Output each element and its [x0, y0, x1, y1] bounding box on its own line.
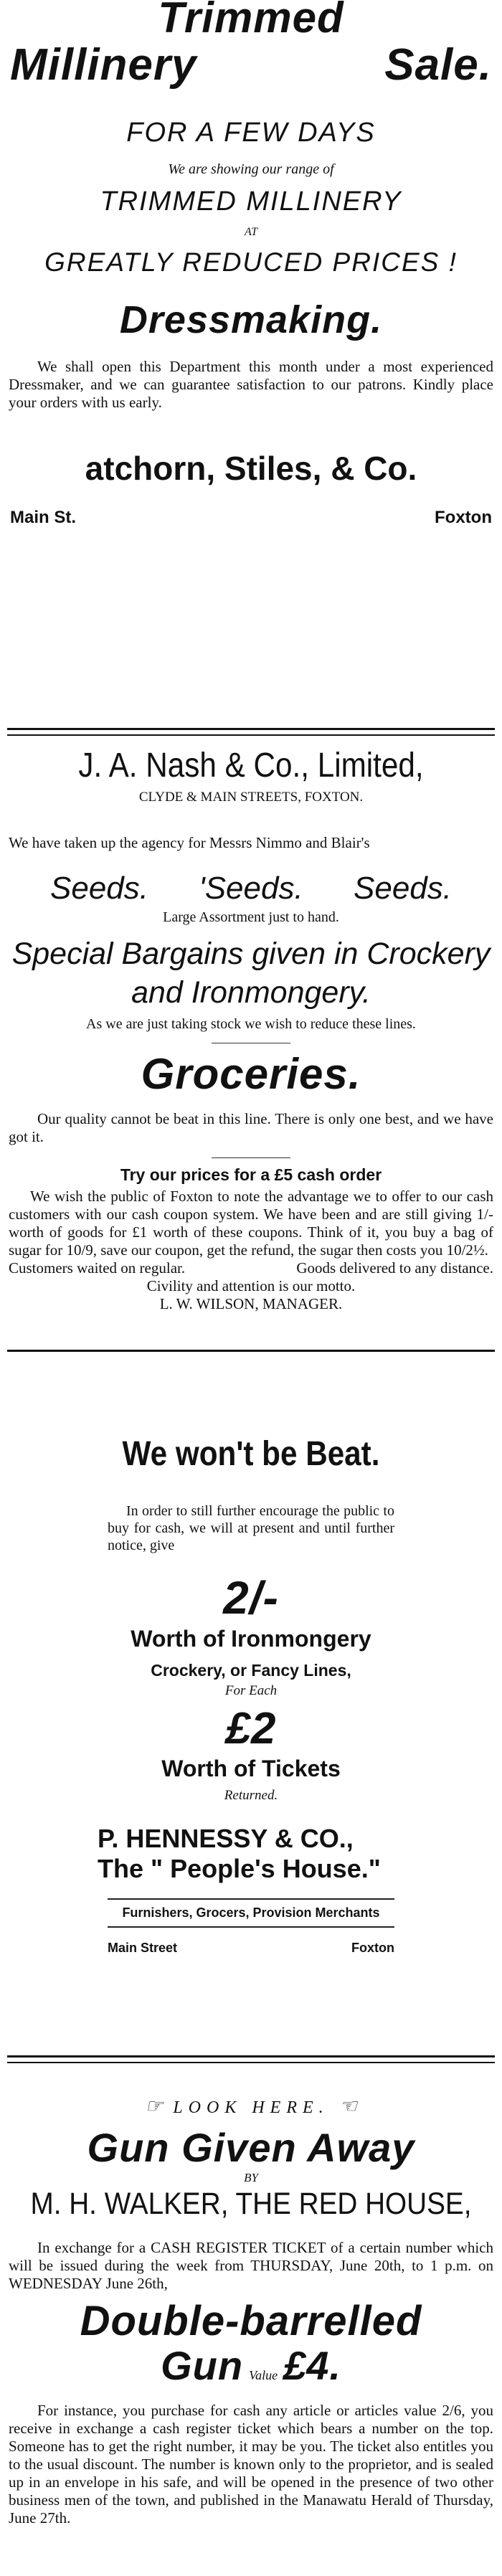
headline-sale: Sale. — [384, 40, 492, 90]
for-each: For Each — [224, 1683, 278, 1698]
trades: Furnishers, Grocers, Provision Merchants — [122, 1905, 380, 1920]
waited-on: Customers waited on regular. — [9, 1259, 186, 1277]
quality-text: Our quality cannot be beat in this line. There is only one best, and we have got it. — [9, 1110, 493, 1145]
cash-order-heading: Try our prices for a £5 cash order — [120, 1165, 382, 1184]
returned: Returned. — [224, 1788, 278, 1803]
cash-coupon-text: We wish the public of Foxton to note the advantage we to offer to our cash customers with our cash coupon system. We have been and are still giving 1/- worth of goods for £1 worth of these coupons. Think of it, you buy a bag of sugar for 10/9, save our coupon, get the refund, the sugar then costs you 10/2½. — [9, 1188, 493, 1259]
crockery: Crockery, or Fancy Lines, — [151, 1661, 351, 1680]
exchange-text: In exchange for a CASH REGISTER TICKET of a certain number which will be issued during the week from THURSDAY, June 20th, to 1 p.m. on WEDNESDAY June 26th, — [9, 2239, 493, 2292]
few-days: FOR A FEW DAYS — [126, 118, 376, 148]
headline-trimmed: Trimmed — [158, 0, 344, 42]
seeds-2: 'Seeds. — [199, 871, 303, 906]
divider-2 — [7, 1350, 495, 1352]
inner-rule — [108, 1898, 394, 1900]
hennessy-firm: P. HENNESSY & CO., — [98, 1824, 354, 1853]
peoples-house: The " People's House." — [98, 1854, 381, 1883]
wont-be-beat: We won't be Beat. — [122, 1435, 380, 1473]
seeds-1: Seeds. — [50, 871, 148, 906]
gun-given-away: Gun Given Away — [87, 2125, 415, 2170]
worth-tickets: Worth of Tickets — [161, 1756, 341, 1781]
look-here-text: LOOK HERE. — [173, 2098, 329, 2117]
nash-firm: J. A. Nash & Co., Limited, — [78, 747, 424, 785]
divider — [7, 728, 495, 736]
gun-value-row — [0, 2342, 502, 2389]
amount-2s: 2/- — [223, 1572, 279, 1624]
street: Main St. — [10, 508, 77, 527]
nash-address: CLYDE & MAIN STREETS, FOXTON. — [138, 790, 364, 805]
inner-rule-2 — [108, 1926, 394, 1928]
manager: L. W. WILSON, MANAGER. — [159, 1295, 343, 1312]
divider-3 — [7, 2055, 495, 2063]
hennessy-street: Main Street — [108, 1941, 178, 1955]
instance-text: For instance, you purchase for cash any article or articles value 2/6, you receive in exchange a cash register ticket which bears a number on the top. Someone has to get the right number, it may be you. The ticket also entitles you to the usual discount. The number is known only to the proprietor, and is sealed up in an envelope in his safe, and will be opened in the presence of two other business men of the town, and published in the Manawatu Herald of Thursday, June 27th. — [9, 2402, 493, 2527]
large-assortment: Large Assortment just to hand. — [163, 909, 339, 925]
hennessy-town: Foxton — [351, 1941, 394, 1955]
customers-row — [0, 1259, 502, 1277]
value-label: Value — [249, 2368, 278, 2382]
short-rule-2 — [212, 1157, 290, 1158]
address-row — [0, 508, 502, 528]
firm-name: atchorn, Stiles, & Co. — [85, 450, 417, 487]
pointing-hand-left-icon: ☜ — [338, 2096, 357, 2118]
agency-text: We have taken up the agency for Messrs Nimmo and Blair's — [9, 834, 370, 851]
showing-range: We are showing our range of — [168, 161, 334, 177]
town: Foxton — [435, 508, 492, 527]
hennessy-address — [108, 1941, 394, 1956]
headline-row — [0, 42, 502, 89]
pointing-hand-icon: ☞ — [145, 2096, 164, 2118]
bargains-heading: Special Bargains given in Crockery and Ironmongery. — [11, 937, 491, 1010]
nash-ad — [0, 746, 502, 1313]
gun-label: Gun — [161, 2343, 244, 2388]
groceries-heading: Groceries. — [141, 1050, 361, 1098]
walker-ad — [0, 2094, 502, 2527]
stock-text: As we are just taking stock we wish to reduce these lines. — [86, 1016, 416, 1032]
civility: Civility and attention is our motto. — [146, 1277, 356, 1294]
amount-2-pounds: £2 — [225, 1704, 277, 1753]
reduced-prices: GREATLY REDUCED PRICES ! — [44, 247, 458, 277]
trimmed-millinery: TRIMMED MILLINERY — [100, 186, 402, 217]
gun-price: £4. — [283, 2343, 341, 2388]
headline-millinery: Millinery — [10, 40, 197, 90]
worth-ironmongery: Worth of Ironmongery — [131, 1626, 371, 1652]
walker-name: M. H. WALKER, THE RED HOUSE, — [30, 2187, 472, 2221]
millinery-ad — [0, 0, 502, 528]
seeds-3: Seeds. — [354, 871, 452, 906]
dressmaking-text: We shall open this Department this month under a most experienced Dressmaker, and we can guarantee satisfaction to our patrons. Kindly place your orders with us early. — [9, 358, 493, 411]
seeds-row — [0, 871, 502, 906]
intro-text: In order to still further encourage the public to buy for cash, we will at present and until further notice, give — [108, 1503, 394, 1553]
hennessy-ad — [0, 1434, 502, 1956]
double-barrelled: Double-barrelled — [80, 2298, 422, 2344]
look-here — [0, 2094, 502, 2118]
delivered: Goods delivered to any distance. — [296, 1259, 493, 1277]
dressmaking-heading: Dressmaking. — [119, 298, 383, 341]
at-label: AT — [244, 226, 258, 238]
by-label: BY — [244, 2171, 258, 2184]
